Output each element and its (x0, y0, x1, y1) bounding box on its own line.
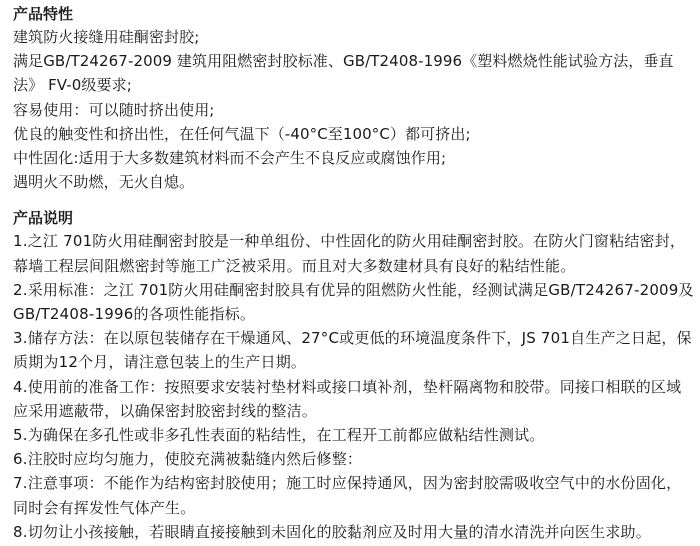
feature-line: 中性固化:适用于大多数建筑材料而不会产生不良反应或腐蚀作用; (13, 149, 447, 168)
description-item: 4.使用前的准备工作：按照要求安装衬垫材料或接口填补剂，垫杆隔离物和胶带。同接口相联的区域应采用遮蔽带，以确保密封胶密封线的整洁。 (13, 377, 682, 420)
description-item: 6.注胶时应均匀施力，使胶充满被黏缝内然后修整： (13, 450, 363, 469)
section-spacer (13, 194, 695, 208)
description-item: 7.注意事项：不能作为结构密封胶使用；施工时应保持通风，因为密封胶需吸收空气中的水份固化，同时会有挥发性气体产生。 (13, 474, 682, 517)
feature-line: 优良的触变性和挤出性，在任何气温下（-40°C至100°C）都可挤出; (13, 124, 471, 143)
document-page (13, 4, 695, 544)
description-title: 产品说明 (13, 209, 74, 228)
description-item: 8.切勿让小孩接触，若眼睛直接接触到未固化的胶黏剂应及时用大量的清水清洗并向医生求助。 (13, 522, 651, 541)
feature-line: 遇明火不助燃，无火自熄。 (13, 173, 195, 192)
features-list (13, 25, 695, 194)
feature-line: 满足GB/T24267-2009 建筑用阻燃密封胶标准、GB/T2408-1996《塑料燃烧性能试验方法，垂直法》 FV-0级要求; (13, 52, 674, 95)
description-item: 5.为确保在多孔性或非多孔性表面的粘结性，在工程开工前都应做粘结性测试。 (13, 426, 545, 445)
features-title: 产品特性 (13, 5, 74, 23)
feature-line: 建筑防火接缝用硅酮密封胶; (13, 28, 200, 46)
description-item: 1.之江 701防火用硅酮密封胶是一种单组份、中性固化的防火用硅酮密封胶。在防火门窗粘结密封，幕墙工程层间阻燃密封等施工广泛被采用。而且对大多数建材具有良好的粘结性能。 (13, 232, 686, 275)
description-list (13, 229, 695, 544)
description-item: 3.储存方法：在以原包装储存在干燥通风、27°C或更低的环境温度条件下，JS 701自生产之日起，保质期为12个月，请注意包装上的生产日期。 (13, 329, 692, 372)
description-item: 2.采用标准：之江 701防火用硅酮密封胶具有优异的阻燃防火性能，经测试满足GB/T24267-2009及GB/T2408-1996的各项性能指标。 (13, 280, 694, 324)
feature-line: 容易使用：可以随时挤出使用; (13, 100, 215, 119)
